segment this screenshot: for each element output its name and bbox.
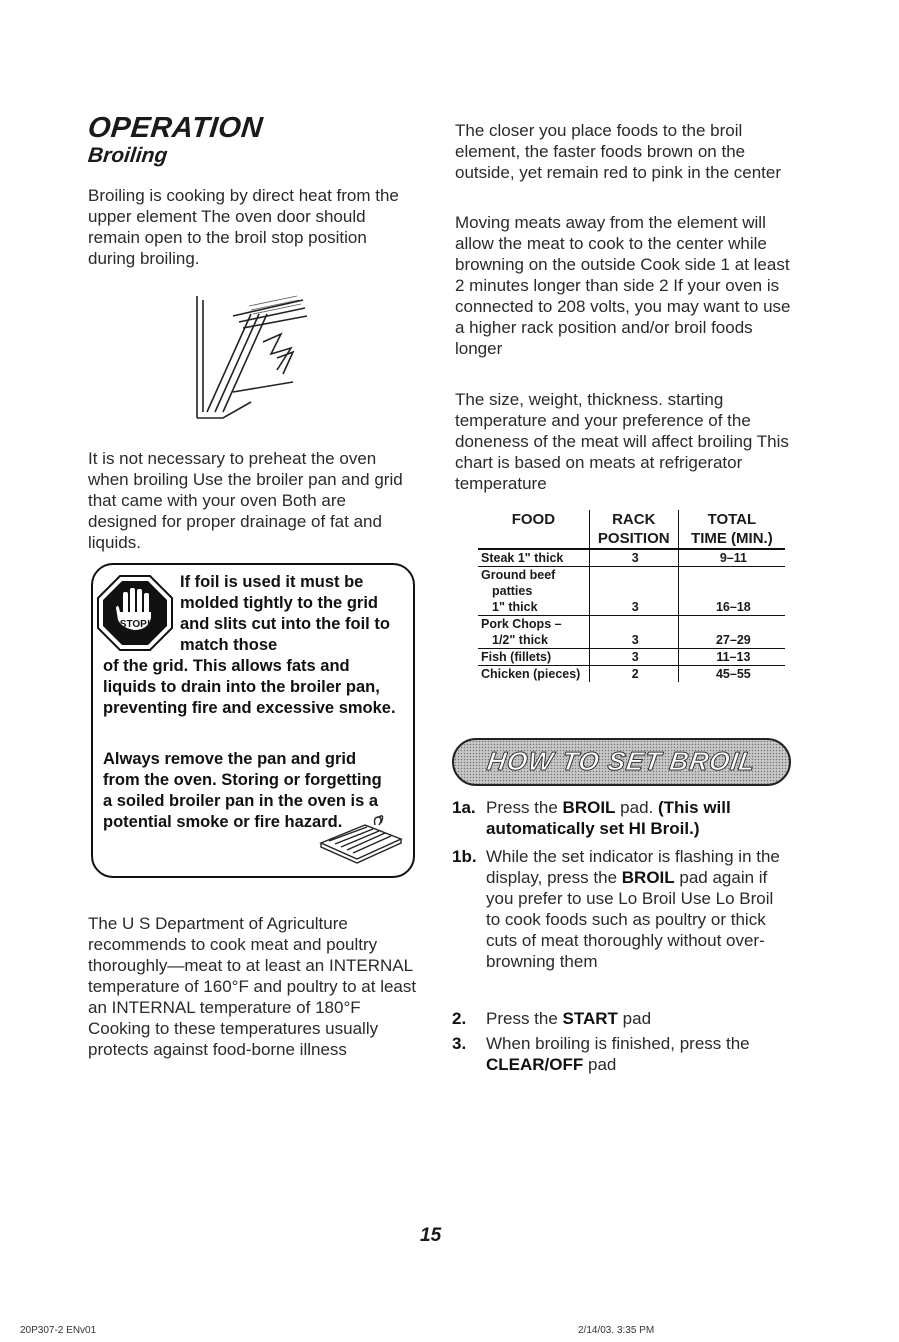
rack-cell: 2 (589, 666, 678, 683)
closer-paragraph: The closer you place foods to the broil element, the faster foods brown on the outside, yet remain red to pink in the center (455, 121, 782, 182)
food-cell: 1/2" thick (478, 632, 589, 649)
header-time: TIME (MIN.) (678, 529, 785, 549)
preheat-paragraph: It is not necessary to preheat the oven when broiling Use the broiler pan and grid that came with your oven Both are designed for proper drainage of fat and liquids. (88, 449, 403, 552)
food-cell: Chicken (pieces) (481, 667, 581, 681)
subsection-title: Broiling (86, 144, 169, 167)
intro-paragraph: Broiling is cooking by direct heat from the upper element The oven door should remain open to the broil stop position during broiling. (88, 186, 399, 268)
rack-cell: 3 (589, 549, 678, 567)
table-row (478, 649, 785, 666)
table-row (478, 599, 785, 616)
step-number: 3. (452, 1034, 467, 1053)
step-number: 1b. (452, 847, 477, 866)
broil-keyword: BROIL (621, 868, 675, 887)
step-3: 3. When broiling is finished, press the CLEAR/OFF pad (452, 1034, 750, 1074)
start-keyword: START (562, 1009, 618, 1028)
step-number: 1a. (452, 798, 476, 817)
print-timestamp: 2/14/03. 3:35 PM (578, 1325, 655, 1336)
food-cell: Steak 1" thick (478, 549, 589, 567)
clear-off-keyword: CLEAR/OFF (486, 1055, 584, 1074)
header-food: FOOD (511, 511, 556, 528)
moving-meats-paragraph: Moving meats away from the element will allow the meat to cook to the center while browning on the outside Cook side 1 at least 2 minutes longer than side 2 If your oven is connected to 208 volts, you may want to use a higher rack position and/or broil foods longer (455, 213, 791, 358)
table-row (478, 583, 785, 599)
warning-foil-continued: of the grid. This allows fats and liquids to drain into the broiler pan, preventing fire and excessive smoke. (103, 657, 396, 717)
header-total: TOTAL (707, 511, 757, 528)
usda-paragraph: The U S Department of Agriculture recommends to cook meat and poultry thoroughly—meat to at least an INTERNAL temperature of 160°F and poultry to at least an INTERNAL temperature of 180°F Cooking to these temperatures usually protects against food-borne illness (88, 914, 417, 1059)
time-cell: 11–13 (678, 649, 785, 666)
broil-keyword: BROIL (562, 798, 616, 817)
food-cell: Ground beef (481, 568, 556, 582)
header-rack: RACK (589, 510, 678, 529)
broil-chart-table (478, 510, 785, 682)
rack-cell: 3 (589, 649, 678, 666)
table-header-row-2 (478, 529, 785, 549)
oven-door-illustration (193, 292, 313, 422)
food-cell: Pork Chops – (481, 617, 562, 631)
step-1a: 1a. Press the BROIL pad. (This will automatically set HI Broil.) (452, 798, 731, 838)
header-position: POSITION (589, 529, 678, 549)
time-cell: 27–29 (678, 632, 785, 649)
step-2: 2. Press the START pad (452, 1009, 652, 1028)
size-weight-paragraph: The size, weight, thickness. starting temperature and your preference of the doneness of the meat will affect broiling This chart is based on meats at refrigerator temperature (455, 390, 789, 493)
food-cell: 1" thick (478, 599, 589, 616)
food-cell: patties (492, 584, 533, 598)
table-header-row (478, 510, 785, 529)
time-cell: 45–55 (715, 667, 751, 681)
table-row (478, 632, 785, 649)
time-cell: 9–11 (678, 549, 785, 567)
stop-hand-icon (96, 574, 174, 652)
time-cell: 16–18 (678, 599, 785, 616)
step-1b: 1b. While the set indicator is flashing in the display, press the BROIL pad again if you prefer to use Lo Broil Use Lo Broil to cook foods such as poultry or thick cuts of meat thoroughly without over-browning them (452, 847, 780, 971)
step-number: 2. (452, 1009, 467, 1028)
howto-banner-title: HOW TO SET BROIL (485, 746, 758, 776)
section-title: OPERATION (86, 112, 265, 144)
rack-cell: 3 (589, 632, 678, 649)
doc-code: 20P307-2 ENv01 (20, 1325, 97, 1336)
table-row (478, 616, 785, 633)
warning-remove-pan-text: Always remove the pan and grid from the oven. Storing or forgetting a soiled broiler pan in the oven is a potential smoke or fire hazard. (103, 750, 382, 831)
rack-cell: 3 (589, 599, 678, 616)
table-row (478, 549, 785, 567)
table-row (478, 567, 785, 584)
page-number: 15 (420, 1225, 442, 1246)
table-row (478, 666, 785, 683)
food-cell: Fish (fillets) (478, 649, 589, 666)
warning-foil-text: If foil is used it must be molded tightly to the grid and slits cut into the foil to match those (180, 573, 390, 654)
stop-label: STOP! (119, 619, 151, 630)
broiler-pan-icon (315, 815, 405, 865)
